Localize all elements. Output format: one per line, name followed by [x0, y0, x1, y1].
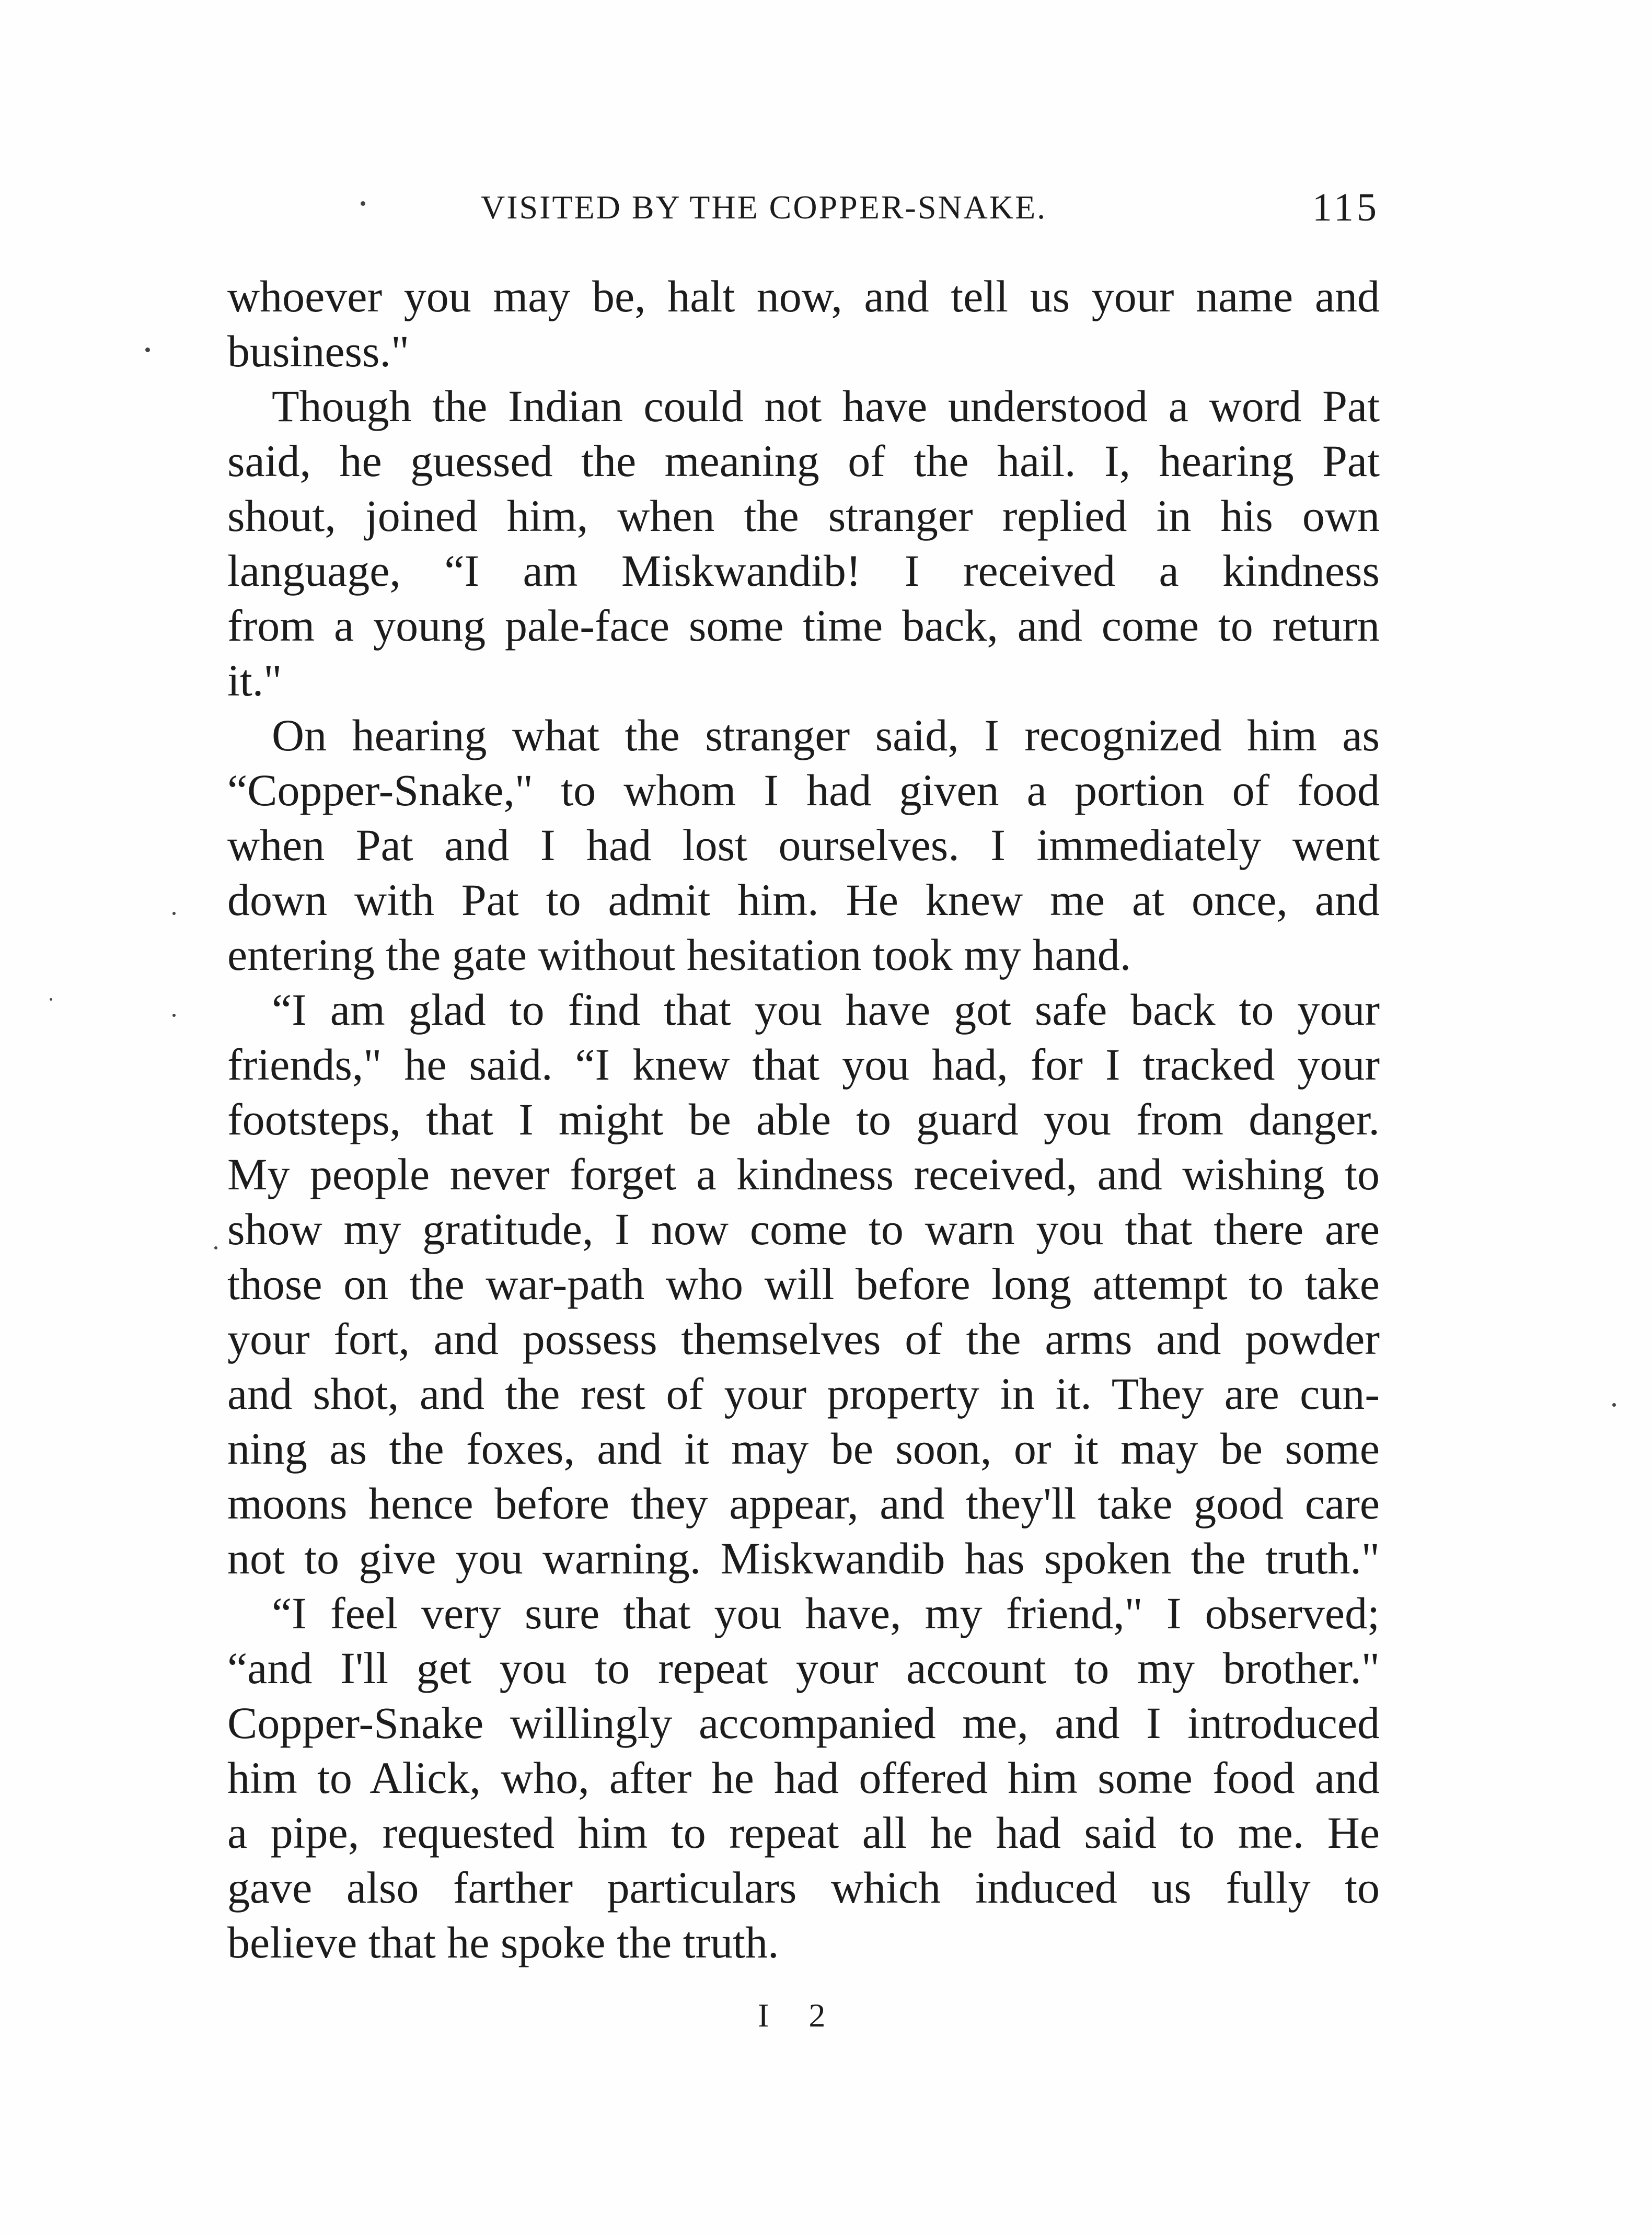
- text-line: whoever you may be, halt now, and tell us your name and: [227, 271, 1380, 321]
- text-line: and shot, and the rest of your property in it. They are cun-: [227, 1369, 1380, 1419]
- paper-speck: [50, 998, 52, 1001]
- text-line: “I am glad to find that you have got safe back to your: [272, 985, 1380, 1035]
- text-line: him to Alick, who, after he had offered him some food and: [227, 1753, 1380, 1803]
- text-line: a pipe, requested him to repeat all he had said to me. He: [227, 1808, 1380, 1858]
- text-line: Copper-Snake willingly accompanied me, and I introduced: [227, 1698, 1380, 1748]
- text-line: On hearing what the stranger said, I recognized him as: [272, 710, 1380, 760]
- paper-speck: [361, 201, 365, 206]
- paper-speck: [172, 1014, 176, 1017]
- signature-mark: I 2: [758, 1997, 841, 2034]
- text-line: down with Pat to admit him. He knew me at once, and: [227, 875, 1380, 925]
- text-line: your fort, and possess themselves of the arms and powder: [227, 1314, 1380, 1364]
- text-line: friends," he said. “I knew that you had, for I tracked your: [227, 1039, 1380, 1090]
- text-line: moons hence before they appear, and they'll take good care: [227, 1478, 1380, 1528]
- text-line: “I feel very sure that you have, my friend," I observed;: [272, 1588, 1380, 1638]
- text-line: entering the gate without hesitation took my hand.: [227, 930, 1131, 980]
- paper-speck: [145, 348, 150, 352]
- paper-speck: [172, 912, 176, 915]
- text-line: “Copper-Snake," to whom I had given a portion of food: [227, 765, 1380, 815]
- text-line: show my gratitude, I now come to warn you that there are: [227, 1204, 1380, 1254]
- text-line: when Pat and I had lost ourselves. I immediately went: [227, 820, 1380, 870]
- paper-speck: [1612, 1403, 1616, 1407]
- running-title: VISITED BY THE COPPER-SNAKE.: [481, 189, 1047, 226]
- text-line: “and I'll get you to repeat your account to my brother.": [227, 1643, 1380, 1693]
- page-number: 115: [1312, 186, 1380, 229]
- text-line: footsteps, that I might be able to guard you from danger.: [227, 1094, 1380, 1144]
- text-line: Though the Indian could not have understood a word Pat: [272, 381, 1380, 431]
- text-line: business.": [227, 326, 410, 376]
- text-line: said, he guessed the meaning of the hail. I, hearing Pat: [227, 436, 1380, 486]
- text-line: believe that he spoke the truth.: [227, 1917, 779, 1967]
- text-line: language, “I am Miskwandib! I received a kindness: [227, 546, 1380, 596]
- text-line: ning as the foxes, and it may be soon, or it may be some: [227, 1423, 1380, 1474]
- text-line: it.": [227, 655, 282, 705]
- body-text: [227, 269, 1380, 1970]
- text-line: shout, joined him, when the stranger replied in his own: [227, 491, 1380, 541]
- text-line: those on the war-path who will before long attempt to take: [227, 1259, 1380, 1309]
- paper-speck: [214, 1246, 217, 1249]
- running-head: [227, 188, 1380, 240]
- text-line: not to give you warning. Miskwandib has spoken the truth.": [227, 1533, 1380, 1583]
- text-line: My people never forget a kindness received, and wishing to: [227, 1149, 1380, 1199]
- text-line: from a young pale-face some time back, and come to return: [227, 600, 1380, 651]
- text-line: gave also farther particulars which induced us fully to: [227, 1862, 1380, 1913]
